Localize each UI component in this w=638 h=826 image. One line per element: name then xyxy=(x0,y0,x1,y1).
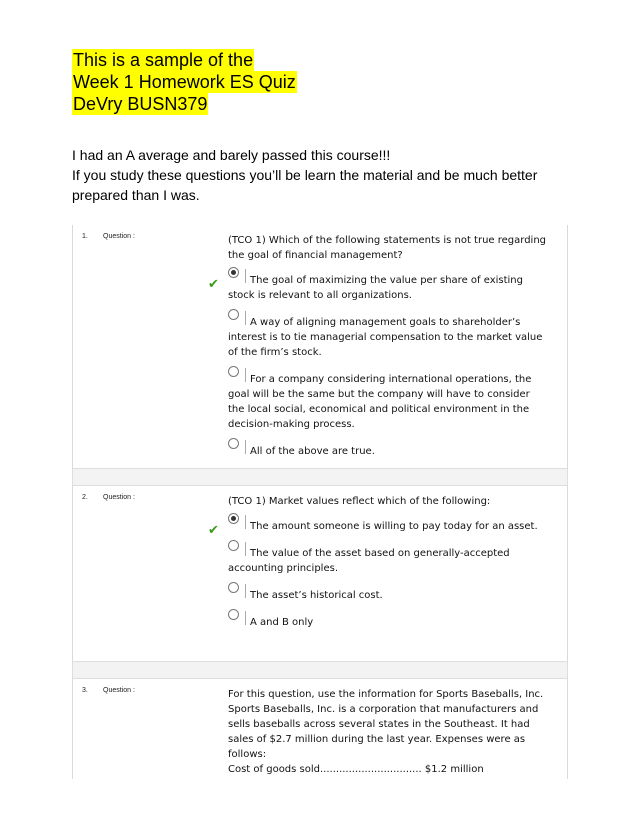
option-4[interactable] xyxy=(228,615,548,630)
question-prompt: (TCO 1) Market values reflect which of the following: xyxy=(228,496,491,507)
radio-button-icon[interactable] xyxy=(228,540,239,551)
intro-line-2: If you study these questions you’ll be learn the material and be much better prepared than I was. xyxy=(72,167,538,203)
radio-button-icon[interactable] xyxy=(228,438,239,449)
radio-button-icon[interactable] xyxy=(228,267,239,278)
option-1[interactable] xyxy=(208,519,548,538)
question-number: 3. xyxy=(82,687,88,694)
option-text: The value of the asset based on generally-accepted accounting principles. xyxy=(228,548,510,574)
radio-button-icon[interactable] xyxy=(228,309,239,320)
question-separator xyxy=(72,661,568,679)
option-text: The amount someone is willing to pay today for an asset. xyxy=(250,521,538,532)
radio-button-icon[interactable] xyxy=(228,582,239,593)
radio-button-icon[interactable] xyxy=(228,609,239,620)
check-mark-icon: ✔ xyxy=(208,277,219,292)
option-1[interactable] xyxy=(208,273,548,303)
option-text: A and B only xyxy=(250,617,314,628)
intro-line-1: I had an A average and barely passed this course!!! xyxy=(72,147,391,163)
option-3[interactable] xyxy=(228,588,548,603)
option-text: The asset’s historical cost. xyxy=(250,590,383,601)
option-text: The goal of maximizing the value per share of existing stock is relevant to all organizations. xyxy=(228,275,523,301)
question-prompt: (TCO 1) Which of the following statements is not true regarding the goal of financial management? xyxy=(228,235,547,261)
title-line-2: Week 1 Homework ES Quiz xyxy=(73,72,296,92)
question-3 xyxy=(72,679,568,779)
question-1 xyxy=(72,225,568,468)
intro-text xyxy=(72,145,562,205)
option-4[interactable] xyxy=(228,444,548,459)
radio-button-icon[interactable] xyxy=(228,366,239,377)
question-label: Question : xyxy=(103,233,135,240)
question-separator xyxy=(72,468,568,486)
check-mark-icon: ✔ xyxy=(208,523,219,538)
question-label: Question : xyxy=(103,494,135,501)
question-number: 1. xyxy=(82,233,88,240)
title-block xyxy=(72,49,297,115)
option-3[interactable] xyxy=(228,372,548,432)
option-2[interactable] xyxy=(228,315,548,360)
question-2 xyxy=(72,486,568,661)
option-2[interactable] xyxy=(228,546,548,576)
option-text: For a company considering international operations, the goal will be the same but the company will have to consider the local social, economical and political environment in the decision-making process. xyxy=(228,374,532,430)
radio-button-icon[interactable] xyxy=(228,513,239,524)
quiz-container xyxy=(72,225,568,779)
question-number: 2. xyxy=(82,494,88,501)
question-prompt: For this question, use the information for Sports Baseballs, Inc. Sports Baseballs, Inc. is a corporation that manufacturers and sells baseballs across several states in the Southeast. It had sales of $2.7 million during the last year. Expenses were as follows: xyxy=(228,689,544,760)
question-extra-line: Cost of goods sold................................ $1.2 million xyxy=(228,764,484,775)
title-line-1: This is a sample of the xyxy=(73,50,254,70)
question-label: Question : xyxy=(103,687,135,694)
option-text: A way of aligning management goals to shareholder’s interest is to tie managerial compensation to the market value of the firm’s stock. xyxy=(228,317,543,358)
title-line-3: DeVry BUSN379 xyxy=(73,94,208,114)
option-text: All of the above are true. xyxy=(250,446,375,457)
